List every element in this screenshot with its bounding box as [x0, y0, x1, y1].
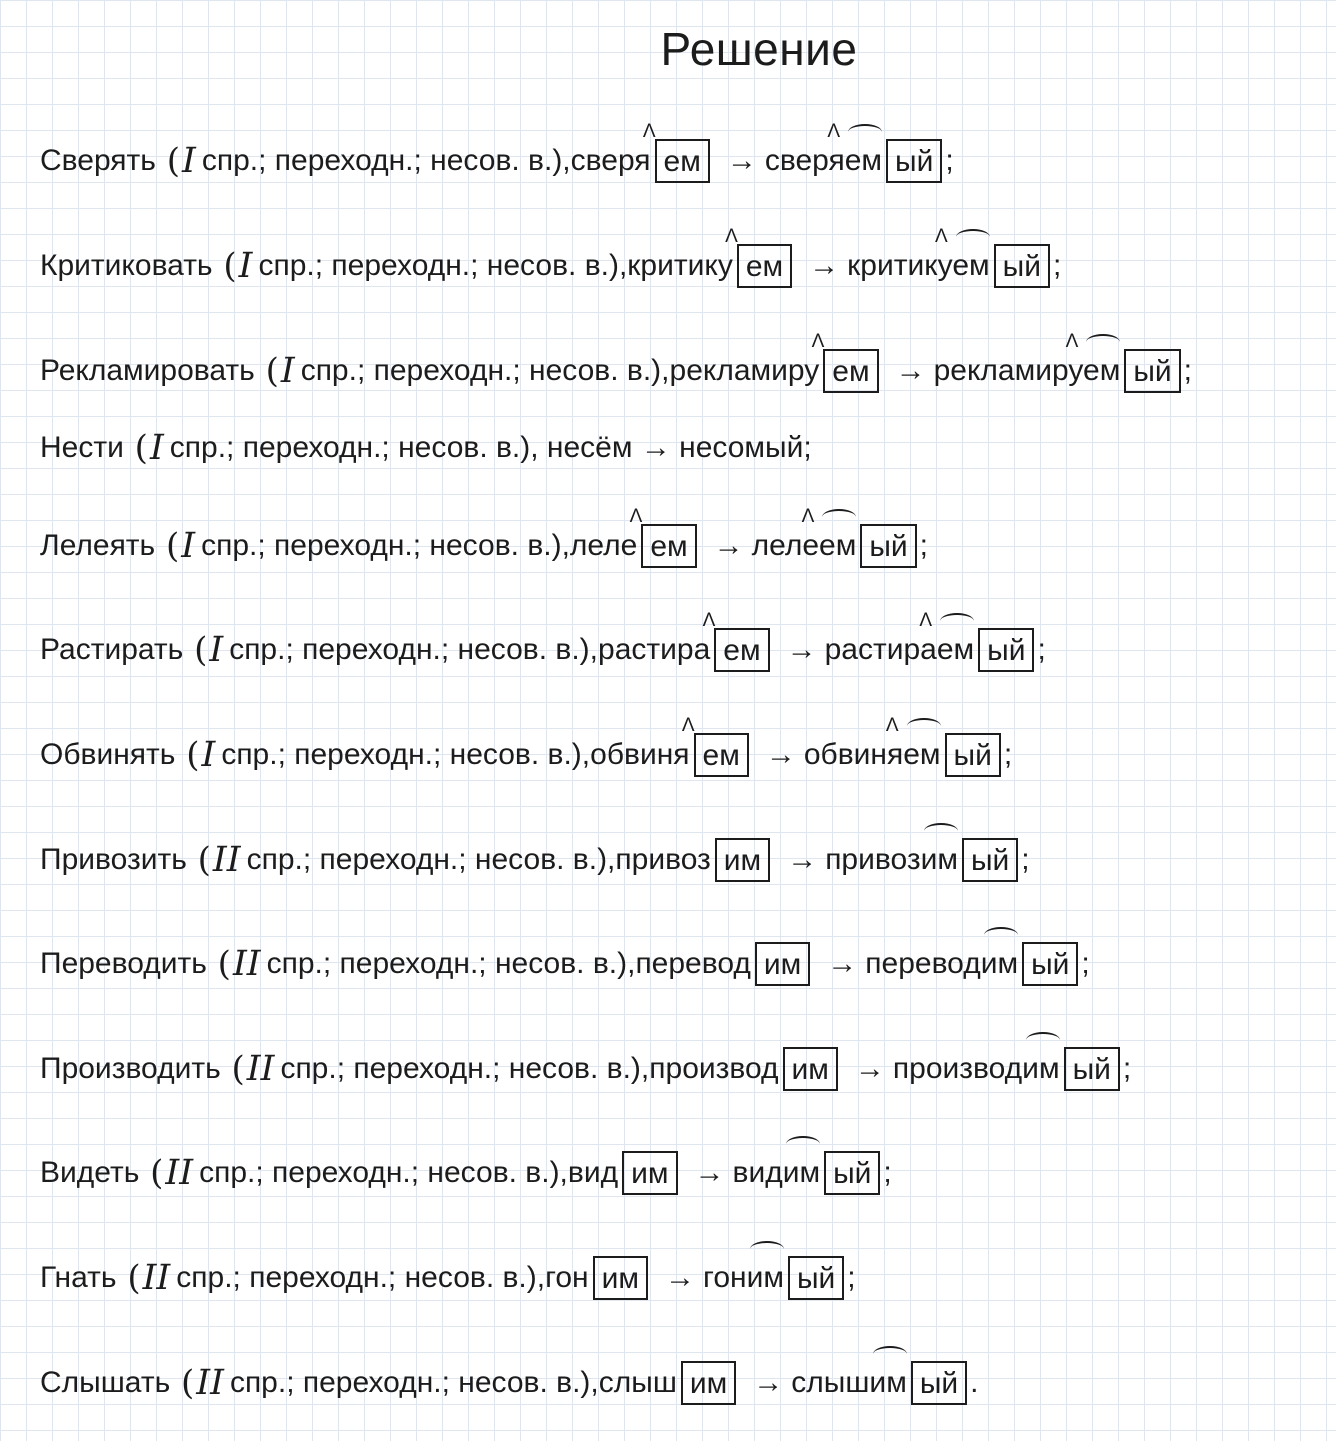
- conjugation-number: I: [149, 428, 164, 468]
- ending-box: ем: [823, 349, 878, 393]
- arrow: →: [765, 738, 796, 771]
- grammar-features: спр.; переходн.; несов. в.),: [246, 843, 616, 876]
- open-paren: (: [139, 1153, 164, 1193]
- punctuation: ;: [883, 1156, 892, 1189]
- solution-row: [40, 934, 1090, 994]
- verb-stem: [570, 121, 656, 178]
- arrow: →: [786, 633, 817, 666]
- stem-text: обвиняем: [803, 738, 941, 771]
- stem-text: рекламиру: [669, 354, 820, 387]
- punctuation: ;: [1081, 947, 1090, 980]
- stem-text: слыш: [598, 1366, 677, 1399]
- open-paren: (: [183, 630, 208, 670]
- verb: Критиковать: [40, 249, 213, 282]
- ending-box: ем: [694, 733, 749, 777]
- open-paren: (: [220, 1049, 245, 1089]
- open-paren: (: [212, 246, 237, 286]
- conjugation-number: I: [238, 246, 253, 286]
- verb-stem: [627, 226, 738, 283]
- caret-mark: Λ: [629, 506, 643, 527]
- conjugation-number: II: [212, 840, 241, 880]
- ending-box: ый: [788, 1256, 844, 1300]
- open-paren: (: [155, 526, 180, 566]
- ending-box: им: [622, 1151, 677, 1195]
- stem-text: гоним: [703, 1261, 784, 1294]
- suffix-arc: [956, 229, 990, 245]
- ending-box: ый: [911, 1361, 967, 1405]
- ending-box: ый: [824, 1151, 880, 1195]
- conjugation-number: I: [182, 141, 196, 181]
- open-paren: (: [123, 428, 148, 468]
- ending-box: ый: [945, 733, 1001, 777]
- verb: Привозить: [40, 843, 187, 876]
- conjugation-number: I: [209, 630, 224, 670]
- solution-row: [40, 1353, 979, 1413]
- stem-text: сверяем: [764, 144, 883, 177]
- stem-text: производ: [649, 1052, 779, 1085]
- suffix-arc: [1086, 334, 1120, 350]
- caret-mark: Λ: [725, 226, 738, 247]
- open-paren: (: [170, 1363, 195, 1403]
- open-paren: (: [254, 351, 279, 391]
- stem-text: видим: [732, 1156, 821, 1189]
- participle-stem: [893, 1052, 1060, 1086]
- grammar-features: спр.; переходн.; несов. в.),: [229, 633, 599, 666]
- ending-box: ый: [1022, 942, 1078, 986]
- punctuation: ;: [1122, 1052, 1132, 1085]
- punctuation: ;: [945, 144, 954, 177]
- solution-row: [40, 715, 1013, 785]
- conjugation-number: I: [201, 735, 216, 775]
- arrow: →: [809, 249, 840, 282]
- ending-box: ем: [714, 628, 769, 672]
- verb-stem: [590, 715, 695, 772]
- open-paren: (: [116, 1258, 141, 1298]
- suffix-arc: [940, 613, 974, 629]
- ending-box: им: [783, 1047, 838, 1091]
- ending-box: им: [715, 838, 770, 882]
- ending-box: ый: [1064, 1047, 1120, 1091]
- verb-stem: [569, 506, 643, 563]
- punctuation: .: [970, 1366, 979, 1399]
- solution-row: [40, 830, 1030, 890]
- arrow: →: [753, 1366, 784, 1399]
- verb-stem: [649, 1052, 778, 1086]
- solution-row: [40, 506, 928, 576]
- grammar-features: спр.; переходн.; несов. в.),: [266, 947, 636, 980]
- verb: Нести: [40, 431, 124, 464]
- participle-stem: [824, 610, 975, 667]
- punctuation: ;: [847, 1261, 856, 1294]
- stem-text: обвиня: [590, 738, 690, 771]
- participle-stem: [791, 1366, 907, 1400]
- suffix-arc: [1026, 1032, 1060, 1048]
- verb-stem: [669, 331, 825, 388]
- ending-box: им: [755, 942, 810, 986]
- suffix-arc: [984, 927, 1018, 943]
- conjugation-number: I: [280, 351, 295, 391]
- verb: Переводить: [40, 947, 207, 980]
- verb: Сверять: [40, 144, 156, 177]
- verb: Видеть: [40, 1156, 140, 1189]
- verb: Слышать: [40, 1366, 171, 1399]
- ending-box: ый: [994, 244, 1050, 288]
- stem-text: сверя: [570, 144, 651, 177]
- verb-stem: [568, 1156, 618, 1190]
- arrow: →: [895, 354, 926, 387]
- verb: Рекламировать: [40, 354, 255, 387]
- ending-box: ый: [962, 838, 1018, 882]
- suffix-arc: [873, 1346, 907, 1362]
- conjugation-number: II: [196, 1363, 224, 1403]
- punctuation: ;: [1183, 354, 1192, 387]
- stem-text: вид: [567, 1156, 619, 1189]
- arrow: →: [787, 843, 818, 876]
- participle-stem: [865, 947, 1018, 981]
- ending-box: ый: [978, 628, 1034, 672]
- suffix-arc: [848, 124, 882, 140]
- ending-box: ый: [886, 139, 942, 183]
- participle-stem: [764, 121, 883, 178]
- participle-stem: [733, 1156, 821, 1190]
- stem-text: привозим: [825, 843, 958, 876]
- caret-mark: Λ: [827, 121, 841, 142]
- verb-stem: [598, 610, 716, 667]
- ending-box: ый: [1124, 349, 1180, 393]
- arrow: →: [854, 1052, 885, 1085]
- stem-text: рекламируем: [933, 354, 1121, 387]
- punctuation: ;: [919, 529, 928, 562]
- verb: Растирать: [40, 633, 184, 666]
- ending-box: им: [681, 1361, 736, 1405]
- grammar-features: спр.; переходн.; несов. в.),: [258, 249, 628, 282]
- conjugation-number: II: [142, 1258, 171, 1298]
- suffix-arc: [750, 1241, 784, 1257]
- suffix-arc: [924, 823, 958, 839]
- punctuation: ;: [1021, 843, 1030, 876]
- stem-text: перевод: [635, 947, 751, 980]
- conjugation-number: II: [165, 1153, 194, 1193]
- stem-text: слышим: [791, 1366, 907, 1399]
- verb-stem: [615, 843, 710, 877]
- solution-row: [40, 418, 812, 478]
- verb: Производить: [40, 1052, 221, 1085]
- participle-stem: [703, 1261, 784, 1295]
- grammar-features: спр.; переходн.; несов. в.),: [229, 1366, 599, 1399]
- caret-mark: Λ: [642, 121, 656, 142]
- stem-text: критикуем: [847, 249, 990, 282]
- ending-box: ем: [655, 139, 710, 183]
- open-paren: (: [206, 944, 231, 984]
- ending-box: ем: [737, 244, 792, 288]
- caret-mark: Λ: [1065, 331, 1079, 352]
- punctuation: ;: [1037, 633, 1046, 666]
- arrow: →: [827, 947, 858, 980]
- stem-text: растира: [598, 633, 711, 666]
- stem-text: переводим: [865, 947, 1019, 980]
- grammar-features: спр.; переходн.; несов. в.),: [199, 1156, 568, 1189]
- solution-row: [40, 1039, 1131, 1099]
- stem-text: лелеем: [751, 529, 857, 562]
- arrow: →: [665, 1261, 696, 1294]
- ending-box: ый: [860, 524, 916, 568]
- participle-stem: [825, 843, 958, 877]
- grammar-features: спр.; переходн.; несов. в.),: [300, 354, 670, 387]
- solution-row: [40, 610, 1046, 680]
- ending-box: ем: [641, 524, 696, 568]
- verb-stem: [599, 1366, 677, 1400]
- grammar-features: спр.; переходн.; несов. в.),: [201, 529, 570, 562]
- stem-text: критику: [627, 249, 733, 282]
- suffix-arc: [822, 509, 856, 525]
- arrow: →: [713, 529, 744, 562]
- arrow: →: [694, 1156, 725, 1189]
- caret-mark: Λ: [919, 610, 933, 631]
- participle-stem: [751, 506, 857, 563]
- solution-row: [40, 226, 1062, 296]
- caret-mark: Λ: [801, 506, 815, 527]
- suffix-arc: [907, 718, 941, 734]
- grammar-features: спр.; переходн.; несов. в.),: [176, 1261, 546, 1294]
- participle-stem: [933, 331, 1121, 388]
- conjugation-number: II: [232, 944, 261, 984]
- solution-row: [40, 1143, 892, 1203]
- grammar-features: спр.; переходн.; несов. в.),: [201, 144, 571, 177]
- participle-stem: [847, 226, 990, 283]
- verb: Обвинять: [40, 738, 176, 771]
- grammar-features: спр.; переходн.; несов. в.), несём → несомый;: [169, 431, 812, 464]
- grammar-features: спр.; переходн.; несов. в.),: [280, 1052, 650, 1085]
- page-title: Решение: [660, 23, 858, 75]
- conjugation-number: I: [181, 526, 196, 566]
- caret-mark: Λ: [811, 331, 825, 352]
- punctuation: ;: [1003, 738, 1013, 771]
- stem-text: производим: [892, 1052, 1060, 1085]
- stem-text: растираем: [824, 633, 975, 666]
- arrow: →: [726, 144, 757, 177]
- caret-mark: Λ: [681, 715, 695, 736]
- caret-mark: Λ: [702, 610, 716, 631]
- verb-stem: [545, 1261, 589, 1295]
- verb: Гнать: [40, 1261, 117, 1294]
- stem-text: привоз: [615, 843, 711, 876]
- caret-mark: Λ: [885, 715, 899, 736]
- conjugation-number: II: [246, 1049, 275, 1089]
- open-paren: (: [155, 141, 180, 181]
- stem-text: леле: [569, 529, 638, 562]
- verb: Лелеять: [40, 529, 156, 562]
- participle-stem: [803, 715, 941, 772]
- punctuation: ;: [1052, 249, 1062, 282]
- solution-row: [40, 121, 954, 191]
- ending-box: им: [593, 1256, 648, 1300]
- stem-text: гон: [545, 1261, 589, 1294]
- open-paren: (: [186, 840, 211, 880]
- solution-row: [40, 1248, 856, 1308]
- grammar-features: спр.; переходн.; несов. в.),: [221, 738, 591, 771]
- suffix-arc: [786, 1136, 820, 1152]
- verb-stem: [635, 947, 750, 981]
- open-paren: (: [175, 735, 200, 775]
- caret-mark: Λ: [934, 226, 948, 247]
- solution-row: [40, 331, 1192, 401]
